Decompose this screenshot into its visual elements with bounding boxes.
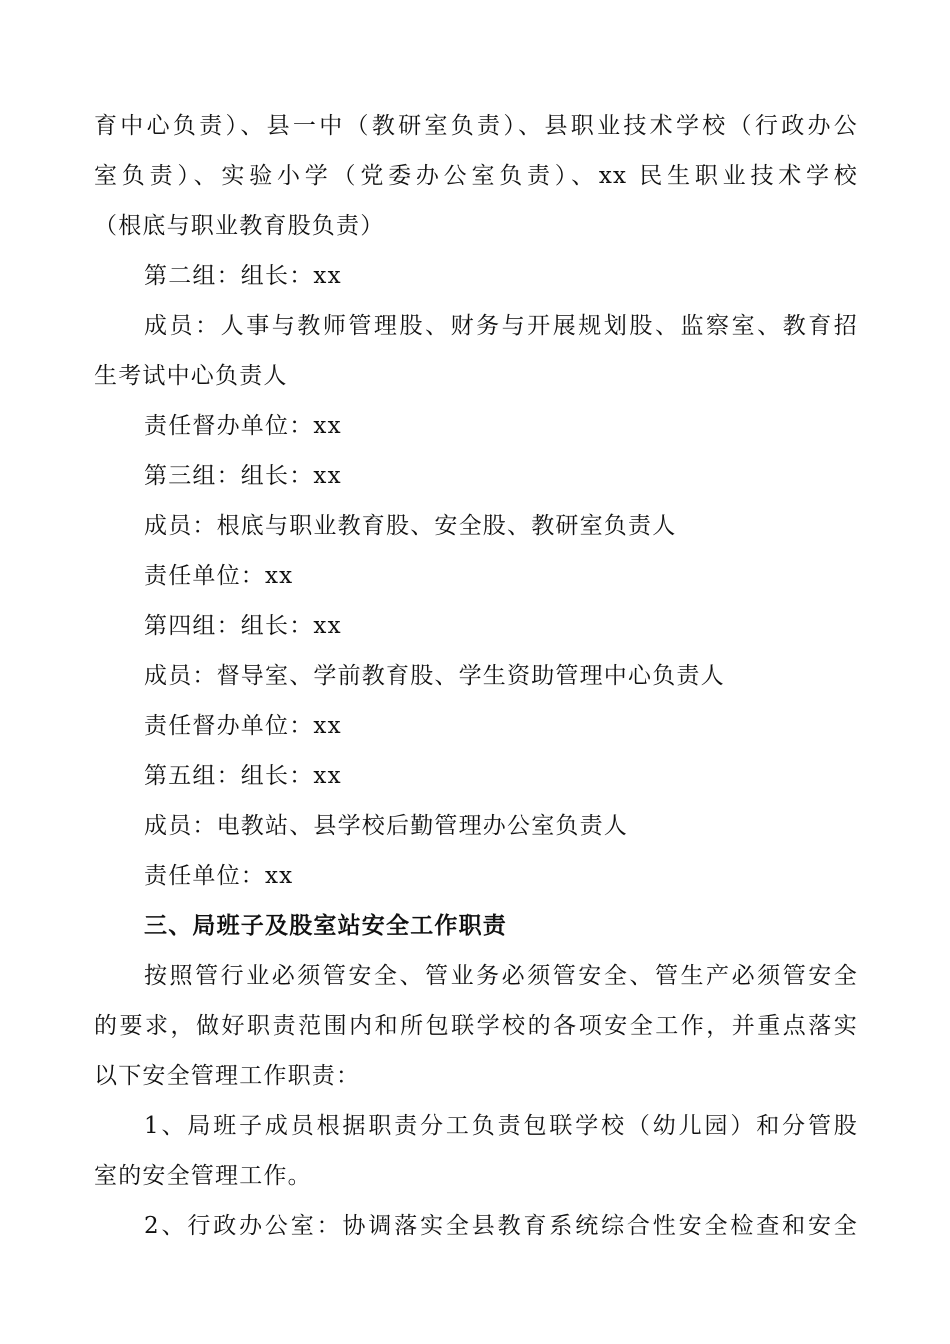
- document-body: [94, 101, 858, 1251]
- responsible-unit-line: 责任单位：xx: [144, 863, 294, 889]
- list-item-line: 2、行政办公室：协调落实全县教育系统综合性安全检查和安全: [144, 1213, 858, 1239]
- paragraph-line: 按照管行业必须管安全、管业务必须管安全、管生产必须管安全: [144, 963, 858, 989]
- text-line: （根底与职业教育股负责）: [94, 213, 385, 239]
- group-members-line: 成员：根底与职业教育股、安全股、教研室负责人: [144, 513, 677, 539]
- responsible-unit-line: 责任督办单位：xx: [144, 413, 342, 439]
- paragraph-line: 以下安全管理工作职责：: [94, 1063, 361, 1089]
- list-item-line: 1、局班子成员根据职责分工负责包联学校（幼儿园）和分管股: [144, 1113, 858, 1139]
- group-leader-line: 第二组：组长：xx: [144, 263, 342, 289]
- responsible-unit-line: 责任单位：xx: [144, 563, 294, 589]
- text-line: 生考试中心负责人: [94, 363, 288, 389]
- group-leader-line: 第四组：组长：xx: [144, 613, 342, 639]
- text-line: 室负责）、实验小学（党委办公室负责）、xx 民生职业技术学校: [94, 163, 858, 189]
- group-members-line: 成员：督导室、学前教育股、学生资助管理中心负责人: [144, 663, 725, 689]
- text-line: 育中心负责）、县一中（教研室负责）、县职业技术学校（行政办公: [94, 113, 858, 139]
- group-leader-line: 第三组：组长：xx: [144, 463, 342, 489]
- paragraph-line: 的要求，做好职责范围内和所包联学校的各项安全工作，并重点落实: [94, 1013, 858, 1039]
- group-members-line: 成员：人事与教师管理股、财务与开展规划股、监察室、教育招: [144, 313, 858, 339]
- responsible-unit-line: 责任督办单位：xx: [144, 713, 342, 739]
- group-leader-line: 第五组：组长：xx: [144, 763, 342, 789]
- list-item-line: 室的安全管理工作。: [94, 1163, 312, 1189]
- section-heading: 三、局班子及股室站安全工作职责: [144, 913, 507, 939]
- group-members-line: 成员：电教站、县学校后勤管理办公室负责人: [144, 813, 628, 839]
